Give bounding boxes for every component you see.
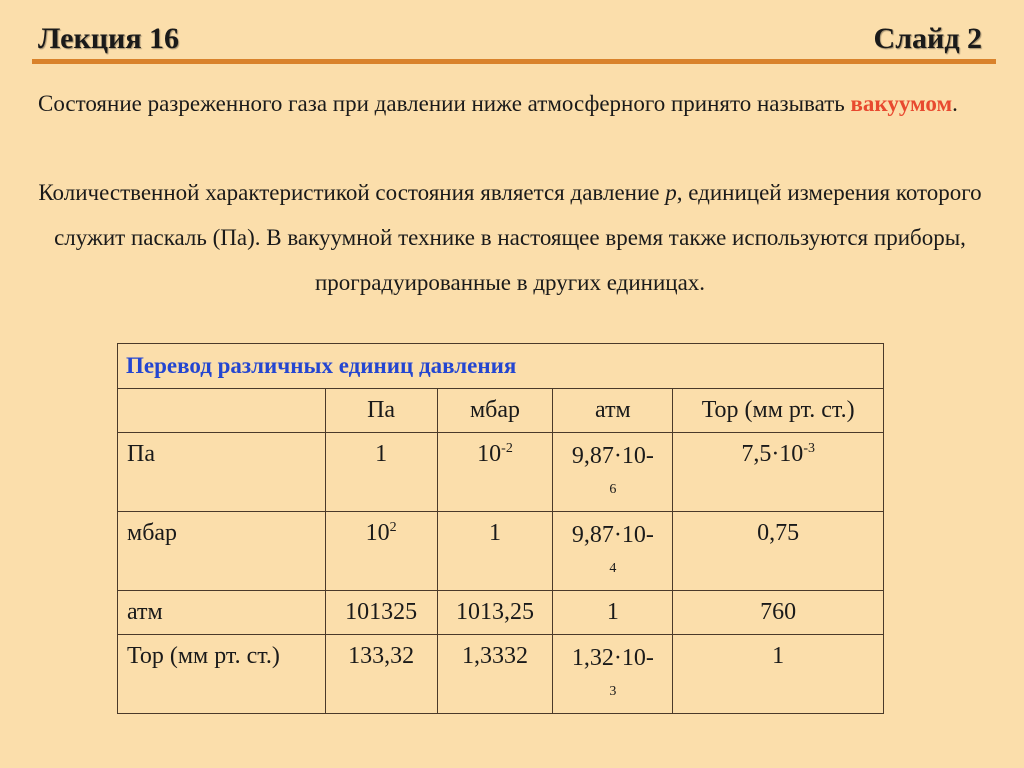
- table-cell: [437, 433, 553, 512]
- column-header: Тор (мм рт. ст.): [673, 389, 884, 433]
- table-cell: 1: [553, 591, 673, 635]
- cell-value: 10: [477, 441, 502, 467]
- table-cell: 1,3332: [437, 635, 553, 714]
- cell-value: 1: [375, 441, 388, 467]
- pressure-text-end: , единицей измерения которого служит паскаль (Па). В вакуумной технике в настоящее время также используются приборы, проградуированные в других единицах.: [54, 180, 982, 295]
- table-cell: 9,87·10- 6: [553, 433, 673, 512]
- pressure-symbol: p: [665, 180, 677, 205]
- table-cell: [673, 512, 884, 591]
- column-header: Па: [325, 389, 437, 433]
- cell-value: 7,5·10: [741, 441, 804, 467]
- row-label: мбар: [118, 512, 326, 591]
- cell-value: 1: [489, 520, 502, 546]
- table-cell: 1013,25: [437, 591, 553, 635]
- slide-number: Слайд 2: [873, 22, 982, 55]
- table-cell: 760: [673, 591, 884, 635]
- table-cell: 1: [673, 635, 884, 714]
- lecture-title: Лекция 16: [38, 22, 180, 55]
- table-cell: 101325: [325, 591, 437, 635]
- cell-exponent: 2: [389, 520, 397, 535]
- table-row: [118, 433, 884, 512]
- column-header: атм: [553, 389, 673, 433]
- pressure-conversion-table: [117, 343, 884, 714]
- column-header-empty: [118, 389, 326, 433]
- table-cell: 9,87·10- 4: [553, 512, 673, 591]
- table-header-row: [118, 389, 884, 433]
- table-caption: Перевод различных единиц давления: [118, 344, 884, 389]
- cell-value: 0,75: [757, 520, 800, 546]
- row-label: Па: [118, 433, 326, 512]
- header-divider: [32, 59, 996, 64]
- row-label: Тор (мм рт. ст.): [118, 635, 326, 714]
- row-label: атм: [118, 591, 326, 635]
- table-cell: 133,32: [325, 635, 437, 714]
- table-cell: [437, 512, 553, 591]
- column-header: мбар: [437, 389, 553, 433]
- table-row: [118, 591, 884, 635]
- cell-exponent: -2: [501, 441, 513, 456]
- definition-paragraph: [38, 82, 984, 125]
- table-cell: [325, 512, 437, 591]
- table-row: [118, 512, 884, 591]
- slide-header: [38, 18, 982, 58]
- pressure-text: Количественной характеристикой состояния является давление: [38, 180, 666, 205]
- table-cell: [673, 433, 884, 512]
- cell-value: 10: [365, 520, 390, 546]
- pressure-paragraph: [36, 170, 984, 305]
- cell-exponent: -3: [803, 441, 815, 456]
- table-cell: [325, 433, 437, 512]
- table-row: [118, 635, 884, 714]
- table-cell: 1,32·10- 3: [553, 635, 673, 714]
- definition-end: .: [952, 91, 958, 116]
- definition-text: Состояние разреженного газа при давлении ниже атмосферного принято называть: [38, 91, 851, 116]
- vacuum-term: вакуумом: [850, 91, 953, 116]
